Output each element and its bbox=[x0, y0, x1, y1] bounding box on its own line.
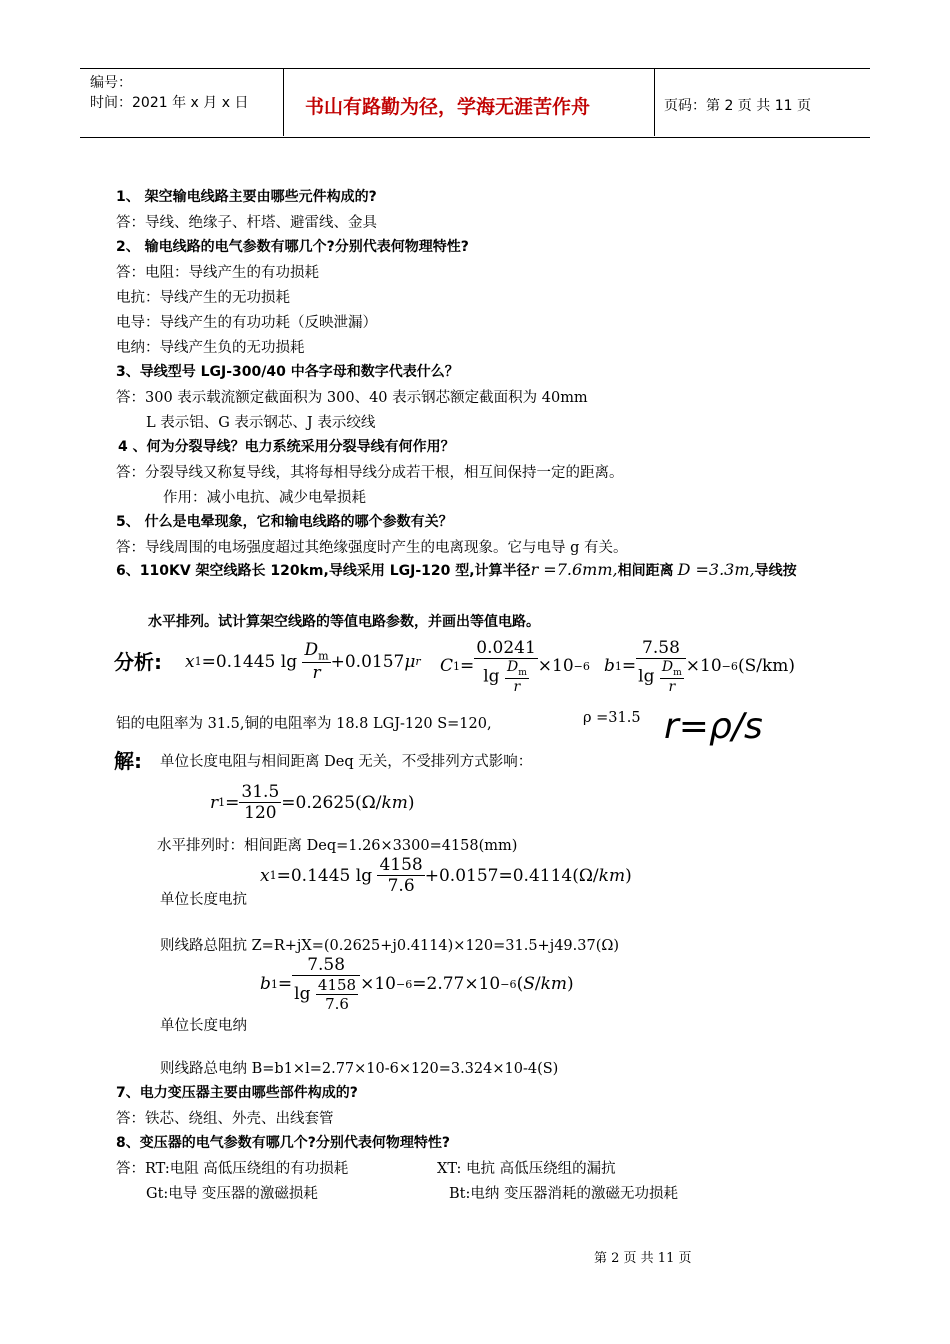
answer-2-line: 电抗：导线产生的无功损耗 bbox=[116, 290, 290, 306]
answer-4-line: 作用：减小电抗、减少电晕损耗 bbox=[163, 490, 366, 506]
question-6-text: 6、110KV 架空线路长 120km,导线采用 LGJ-120 型,计算半径 bbox=[116, 563, 531, 579]
formula-x1: x 1 =0.1445 lg $\frac{D_m}{r}$ +0.0157 μ r bbox=[185, 640, 421, 684]
analysis-label: 分析: bbox=[114, 650, 162, 674]
doc-number-label: 编号： bbox=[90, 75, 132, 91]
question-6-line-2: 水平排列。试计算架空线路的等值电路参数，并画出等值电路。 bbox=[148, 614, 540, 630]
answer-3-line: 答：300 表示载流额定截面积为 300、40 表示钢芯额定截面积为 40mm bbox=[116, 390, 588, 406]
question-2: 2、 输电线路的电气参数有哪几个?分别代表何物理特性? bbox=[116, 239, 469, 255]
answer-2-line: 答：电阻：导线产生的有功损耗 bbox=[116, 265, 319, 281]
formula-r1-value: r 1 = $\frac{31.5}{120}$ =0.2625(Ω/ km ) bbox=[210, 782, 415, 823]
question-4: 4 、何为分裂导线？电力系统采用分裂导线有何作用？ bbox=[118, 439, 455, 455]
answer-8-line: XT: 电抗 高低压绕组的漏抗 bbox=[437, 1161, 616, 1177]
answer-5: 答：导线周围的电场强度超过其绝缘强度时产生的电离现象。它与电导 g 有关。 bbox=[116, 540, 628, 556]
solution-intro: 单位长度电阻与相间距离 Deq 无关，不受排列方式影响： bbox=[160, 754, 533, 770]
resistivity-note: 铝的电阻率为 31.5,铜的电阻率为 18.8 LGJ-120 S=120, bbox=[116, 716, 492, 732]
question-8: 8、变压器的电气参数有哪几个?分别代表何物理特性? bbox=[116, 1135, 450, 1151]
answer-8-line: Gt:电导 变压器的激磁损耗 bbox=[146, 1186, 318, 1202]
header-motto: 书山有路勤为径，学海无涯苦作舟 bbox=[305, 96, 591, 118]
formula-b1-value: b 1 = 7.58 lg $\frac{4158}{7.6}$ ×10 −6 =2.77×10 −6 ( S / km ) bbox=[260, 955, 574, 1013]
unit-susceptance-label: 单位长度电纳 bbox=[160, 1018, 247, 1034]
total-susceptance: 则线路总电纳 B=b1×l=2.77×10-6×120=3.324×10-4(S) bbox=[160, 1061, 559, 1077]
answer-2-line: 电纳：导线产生负的无功损耗 bbox=[116, 340, 305, 356]
question-6-line bbox=[116, 560, 797, 580]
answer-1: 答：导线、绝缘子、杆塔、避雷线、金具 bbox=[116, 215, 377, 231]
answer-2-line: 电导：导线产生的有功功耗（反映泄漏） bbox=[116, 315, 377, 331]
formula-b1: b 1 = 7.58 lg $\frac{D_m}{r}$ ×10 −6 (S/km) bbox=[604, 638, 796, 695]
question-5: 5、 什么是电晕现象，它和输电线路的哪个参数有关？ bbox=[116, 514, 453, 530]
doc-time-label: 时间：2021 年 x 月 x 日 bbox=[90, 95, 249, 111]
question-6-text: 导线按 bbox=[754, 563, 797, 579]
unit-reactance-label: 单位长度电抗 bbox=[160, 892, 247, 908]
answer-7: 答：铁芯、绕组、外壳、出线套管 bbox=[116, 1111, 334, 1127]
formula-c1: C 1 = 0.0241 lg $\frac{D_m}{r}$ ×10 −6 bbox=[440, 638, 590, 695]
question-6-text: 相间距离 bbox=[617, 563, 674, 579]
horizontal-arrangement: 水平排列时：相间距离 Deq=1.26×3300=4158(mm) bbox=[157, 838, 518, 854]
rho-note: ρ =31.5 bbox=[583, 710, 641, 726]
header-divider bbox=[654, 68, 655, 136]
answer-4-line: 答：分裂导线又称复导线，其将每相导线分成若干根，相互间保持一定的距离。 bbox=[116, 465, 624, 481]
radius-value: r =7.6mm, bbox=[530, 560, 618, 579]
answer-3-line: L 表示铝、G 表示钢芯、J 表示绞线 bbox=[146, 415, 376, 431]
page-footer: 第 2 页 共 11 页 bbox=[594, 1251, 692, 1266]
header-divider bbox=[283, 68, 284, 136]
question-1: 1、 架空输电线路主要由哪些元件构成的? bbox=[116, 189, 377, 205]
question-3: 3、导线型号 LGJ-300/40 中各字母和数字代表什么？ bbox=[116, 364, 459, 380]
formula-x1-value: x 1 =0.1445 lg $\frac{4158}{7.6}$ +0.0157=0.4114(Ω/ km ) bbox=[260, 855, 632, 896]
question-7: 7、电力变压器主要由哪些部件构成的? bbox=[116, 1085, 358, 1101]
page-indicator: 页码：第 2 页 共 11 页 bbox=[664, 98, 811, 114]
answer-8-line: 答：RT:电阻 高低压绕组的有功损耗 bbox=[116, 1161, 349, 1177]
total-impedance: 则线路总阻抗 Z=R+jX=(0.2625+j0.4114)×120=31.5+j49.37(Ω) bbox=[160, 938, 620, 954]
distance-value: D =3.3m, bbox=[677, 560, 755, 579]
solution-label: 解: bbox=[114, 749, 142, 773]
rho-formula: r=ρ/s bbox=[664, 706, 763, 747]
answer-8-line: Bt:电纳 变压器消耗的激磁无功损耗 bbox=[449, 1186, 678, 1202]
